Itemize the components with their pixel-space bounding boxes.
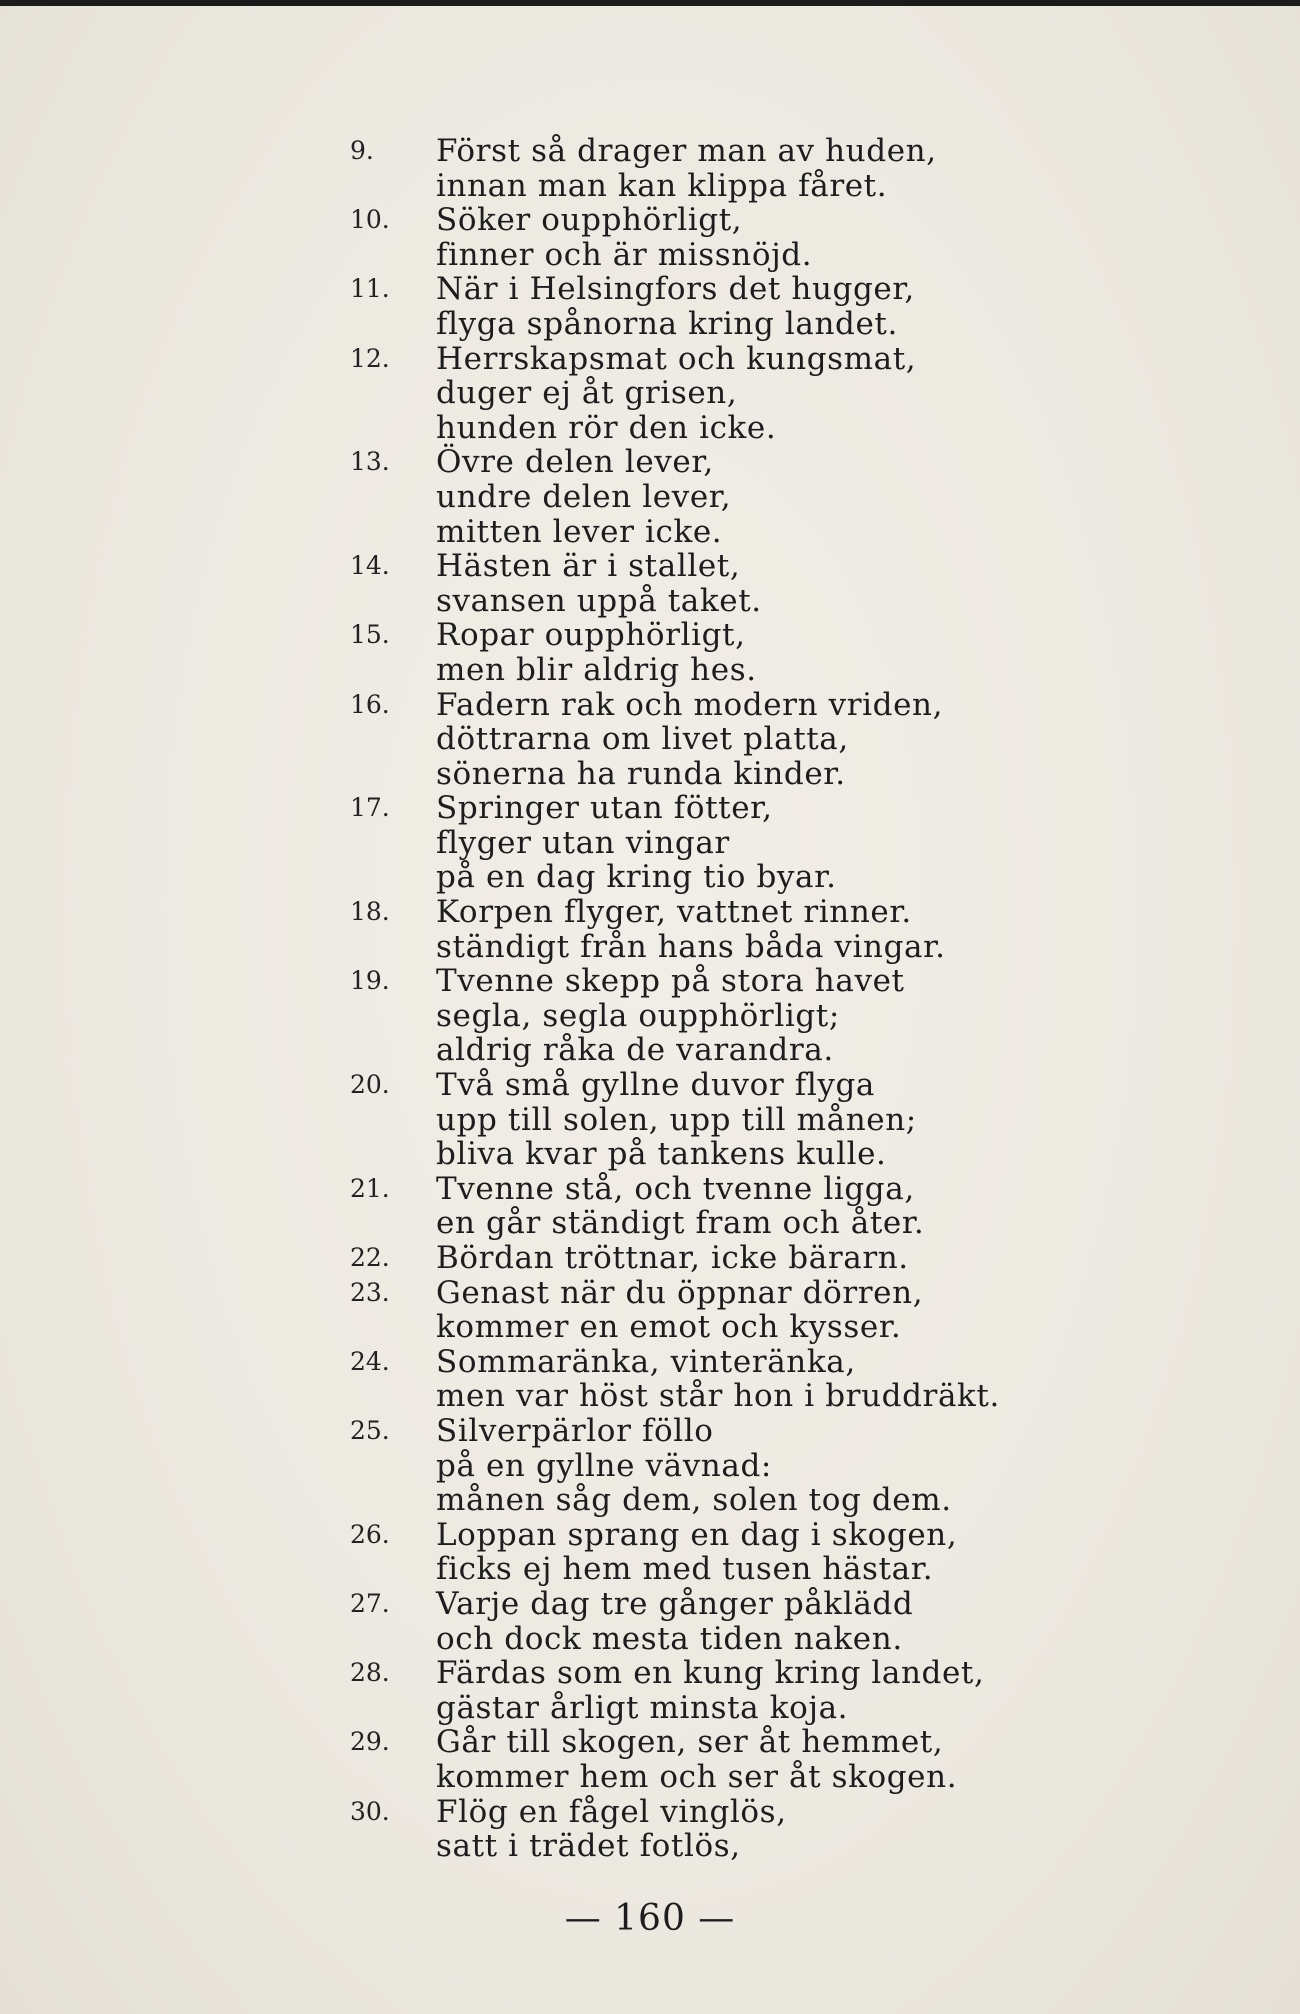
- riddle-number: 28.: [350, 1658, 390, 1688]
- riddle-number: 18.: [350, 897, 390, 927]
- riddle-number: 29.: [350, 1727, 390, 1757]
- riddle-line: Flög en fågel vinglös,: [436, 1793, 787, 1830]
- riddle-line: mitten lever icke.: [436, 513, 723, 550]
- riddle-item: [350, 445, 1270, 549]
- riddle-line: Springer utan fötter,: [436, 790, 773, 827]
- riddle-line: Övre delen lever,: [436, 444, 714, 481]
- riddle-number: 13.: [350, 447, 390, 477]
- riddle-item: [350, 618, 1270, 687]
- riddle-line: Silverpärlor föllo: [436, 1412, 714, 1449]
- riddle-line: på en gyllne vävnad:: [436, 1447, 772, 1484]
- riddle-item: [350, 895, 1270, 964]
- riddle-line: Först så drager man av huden,: [436, 133, 937, 169]
- riddle-number: 27.: [350, 1588, 390, 1618]
- riddle-line: ficks ej hem med tusen hästar.: [436, 1551, 934, 1588]
- riddle-item: [350, 1414, 1270, 1518]
- riddle-item: [350, 1725, 1270, 1794]
- riddle-line: ständigt från hans båda vingar.: [436, 928, 946, 965]
- riddle-line: Loppan sprang en dag i skogen,: [436, 1516, 958, 1553]
- riddle-line: men blir aldrig hes.: [436, 651, 757, 688]
- riddle-number: 30.: [350, 1796, 390, 1826]
- riddle-line: en går ständigt fram och åter.: [436, 1205, 925, 1242]
- riddle-item: [350, 1068, 1270, 1172]
- riddle-line: Söker oupphörligt,: [436, 202, 743, 239]
- riddle-line: gästar årligt minsta koja.: [436, 1689, 849, 1726]
- riddle-line: Tvenne skepp på stora havet: [436, 963, 905, 1000]
- riddle-line: innan man kan klippa fåret.: [436, 167, 888, 204]
- riddle-item: [350, 1518, 1270, 1587]
- riddle-item: [350, 964, 1270, 1068]
- riddle-number: 17.: [350, 793, 390, 823]
- riddle-line: kommer en emot och kysser.: [436, 1309, 902, 1346]
- riddle-line: bliva kvar på tankens kulle.: [436, 1136, 887, 1173]
- riddle-line: satt i trädet fotlös,: [436, 1828, 741, 1865]
- riddle-number: 16.: [350, 689, 390, 719]
- riddle-line: finner och är missnöjd.: [436, 236, 813, 273]
- riddle-line: döttrarna om livet platta,: [436, 721, 849, 758]
- riddle-line: segla, segla oupphörligt;: [436, 997, 840, 1034]
- riddle-line: kommer hem och ser åt skogen.: [436, 1758, 958, 1795]
- riddle-item: [350, 1241, 1270, 1276]
- riddle-line: Herrskapsmat och kungsmat,: [436, 340, 917, 377]
- riddle-line: Korpen flyger, vattnet rinner.: [436, 894, 912, 931]
- page-number: — 160 —: [564, 1898, 736, 1939]
- riddle-line: Fadern rak och modern vriden,: [436, 686, 944, 723]
- riddle-number: 21.: [350, 1173, 390, 1203]
- riddle-number: 11.: [350, 274, 390, 304]
- riddle-item: [350, 342, 1270, 446]
- riddle-line: Färdas som en kung kring landet,: [436, 1655, 985, 1692]
- riddle-item: [350, 688, 1270, 792]
- riddle-number: 15.: [350, 620, 390, 650]
- riddle-item: [350, 272, 1270, 341]
- riddle-item: [350, 549, 1270, 618]
- riddle-item: [350, 1345, 1270, 1414]
- riddle-number: 9.: [350, 136, 374, 165]
- riddle-line: flyger utan vingar: [436, 824, 730, 861]
- riddle-line: hunden rör den icke.: [436, 409, 777, 446]
- riddle-line: och dock mesta tiden naken.: [436, 1620, 903, 1657]
- riddle-number: 24.: [350, 1346, 390, 1376]
- riddle-item: [350, 203, 1270, 272]
- riddle-number: 22.: [350, 1243, 390, 1272]
- riddle-number: 25.: [350, 1415, 390, 1445]
- riddle-line: månen såg dem, solen tog dem.: [436, 1482, 952, 1519]
- riddle-line: aldrig råka de varandra.: [436, 1032, 834, 1069]
- riddle-item: [350, 1587, 1270, 1656]
- riddle-list: [350, 134, 1270, 1864]
- riddle-number: 14.: [350, 551, 390, 581]
- riddle-line: Genast när du öppnar dörren,: [436, 1274, 924, 1311]
- riddle-item: [350, 791, 1270, 895]
- riddle-number: 26.: [350, 1519, 390, 1549]
- riddle-line: Bördan tröttnar, icke bärarn.: [436, 1240, 909, 1276]
- riddle-line: undre delen lever,: [436, 478, 732, 515]
- riddle-line: flyga spånorna kring landet.: [436, 305, 898, 342]
- riddle-item: [350, 1276, 1270, 1345]
- riddle-line: på en dag kring tio byar.: [436, 859, 837, 896]
- riddle-line: men var höst står hon i bruddräkt.: [436, 1378, 1000, 1415]
- riddle-number: 23.: [350, 1277, 390, 1307]
- riddle-item: [350, 1172, 1270, 1241]
- riddle-line: sönerna ha runda kinder.: [436, 755, 846, 792]
- riddle-line: När i Helsingfors det hugger,: [436, 271, 915, 308]
- riddle-line: Går till skogen, ser åt hemmet,: [436, 1724, 944, 1761]
- riddle-item: [350, 1656, 1270, 1725]
- riddle-line: Ropar oupphörligt,: [436, 617, 746, 654]
- riddle-line: upp till solen, upp till månen;: [436, 1101, 917, 1138]
- riddle-line: Hästen är i stallet,: [436, 548, 741, 585]
- riddle-line: Varje dag tre gånger påklädd: [436, 1585, 914, 1622]
- riddle-number: 12.: [350, 343, 390, 373]
- riddle-line: duger ej åt grisen,: [436, 375, 738, 412]
- riddle-number: 10.: [350, 205, 390, 235]
- riddle-line: Sommaränka, vinteränka,: [436, 1343, 856, 1380]
- riddle-item: [350, 1795, 1270, 1864]
- riddle-line: Tvenne stå, och tvenne ligga,: [436, 1170, 915, 1207]
- page-top-edge: [0, 0, 1300, 6]
- riddle-line: Två små gyllne duvor flyga: [436, 1067, 876, 1104]
- riddle-number: 20.: [350, 1070, 390, 1100]
- riddle-line: svansen uppå taket.: [436, 582, 762, 619]
- riddle-item: [350, 134, 1270, 203]
- riddle-number: 19.: [350, 966, 390, 996]
